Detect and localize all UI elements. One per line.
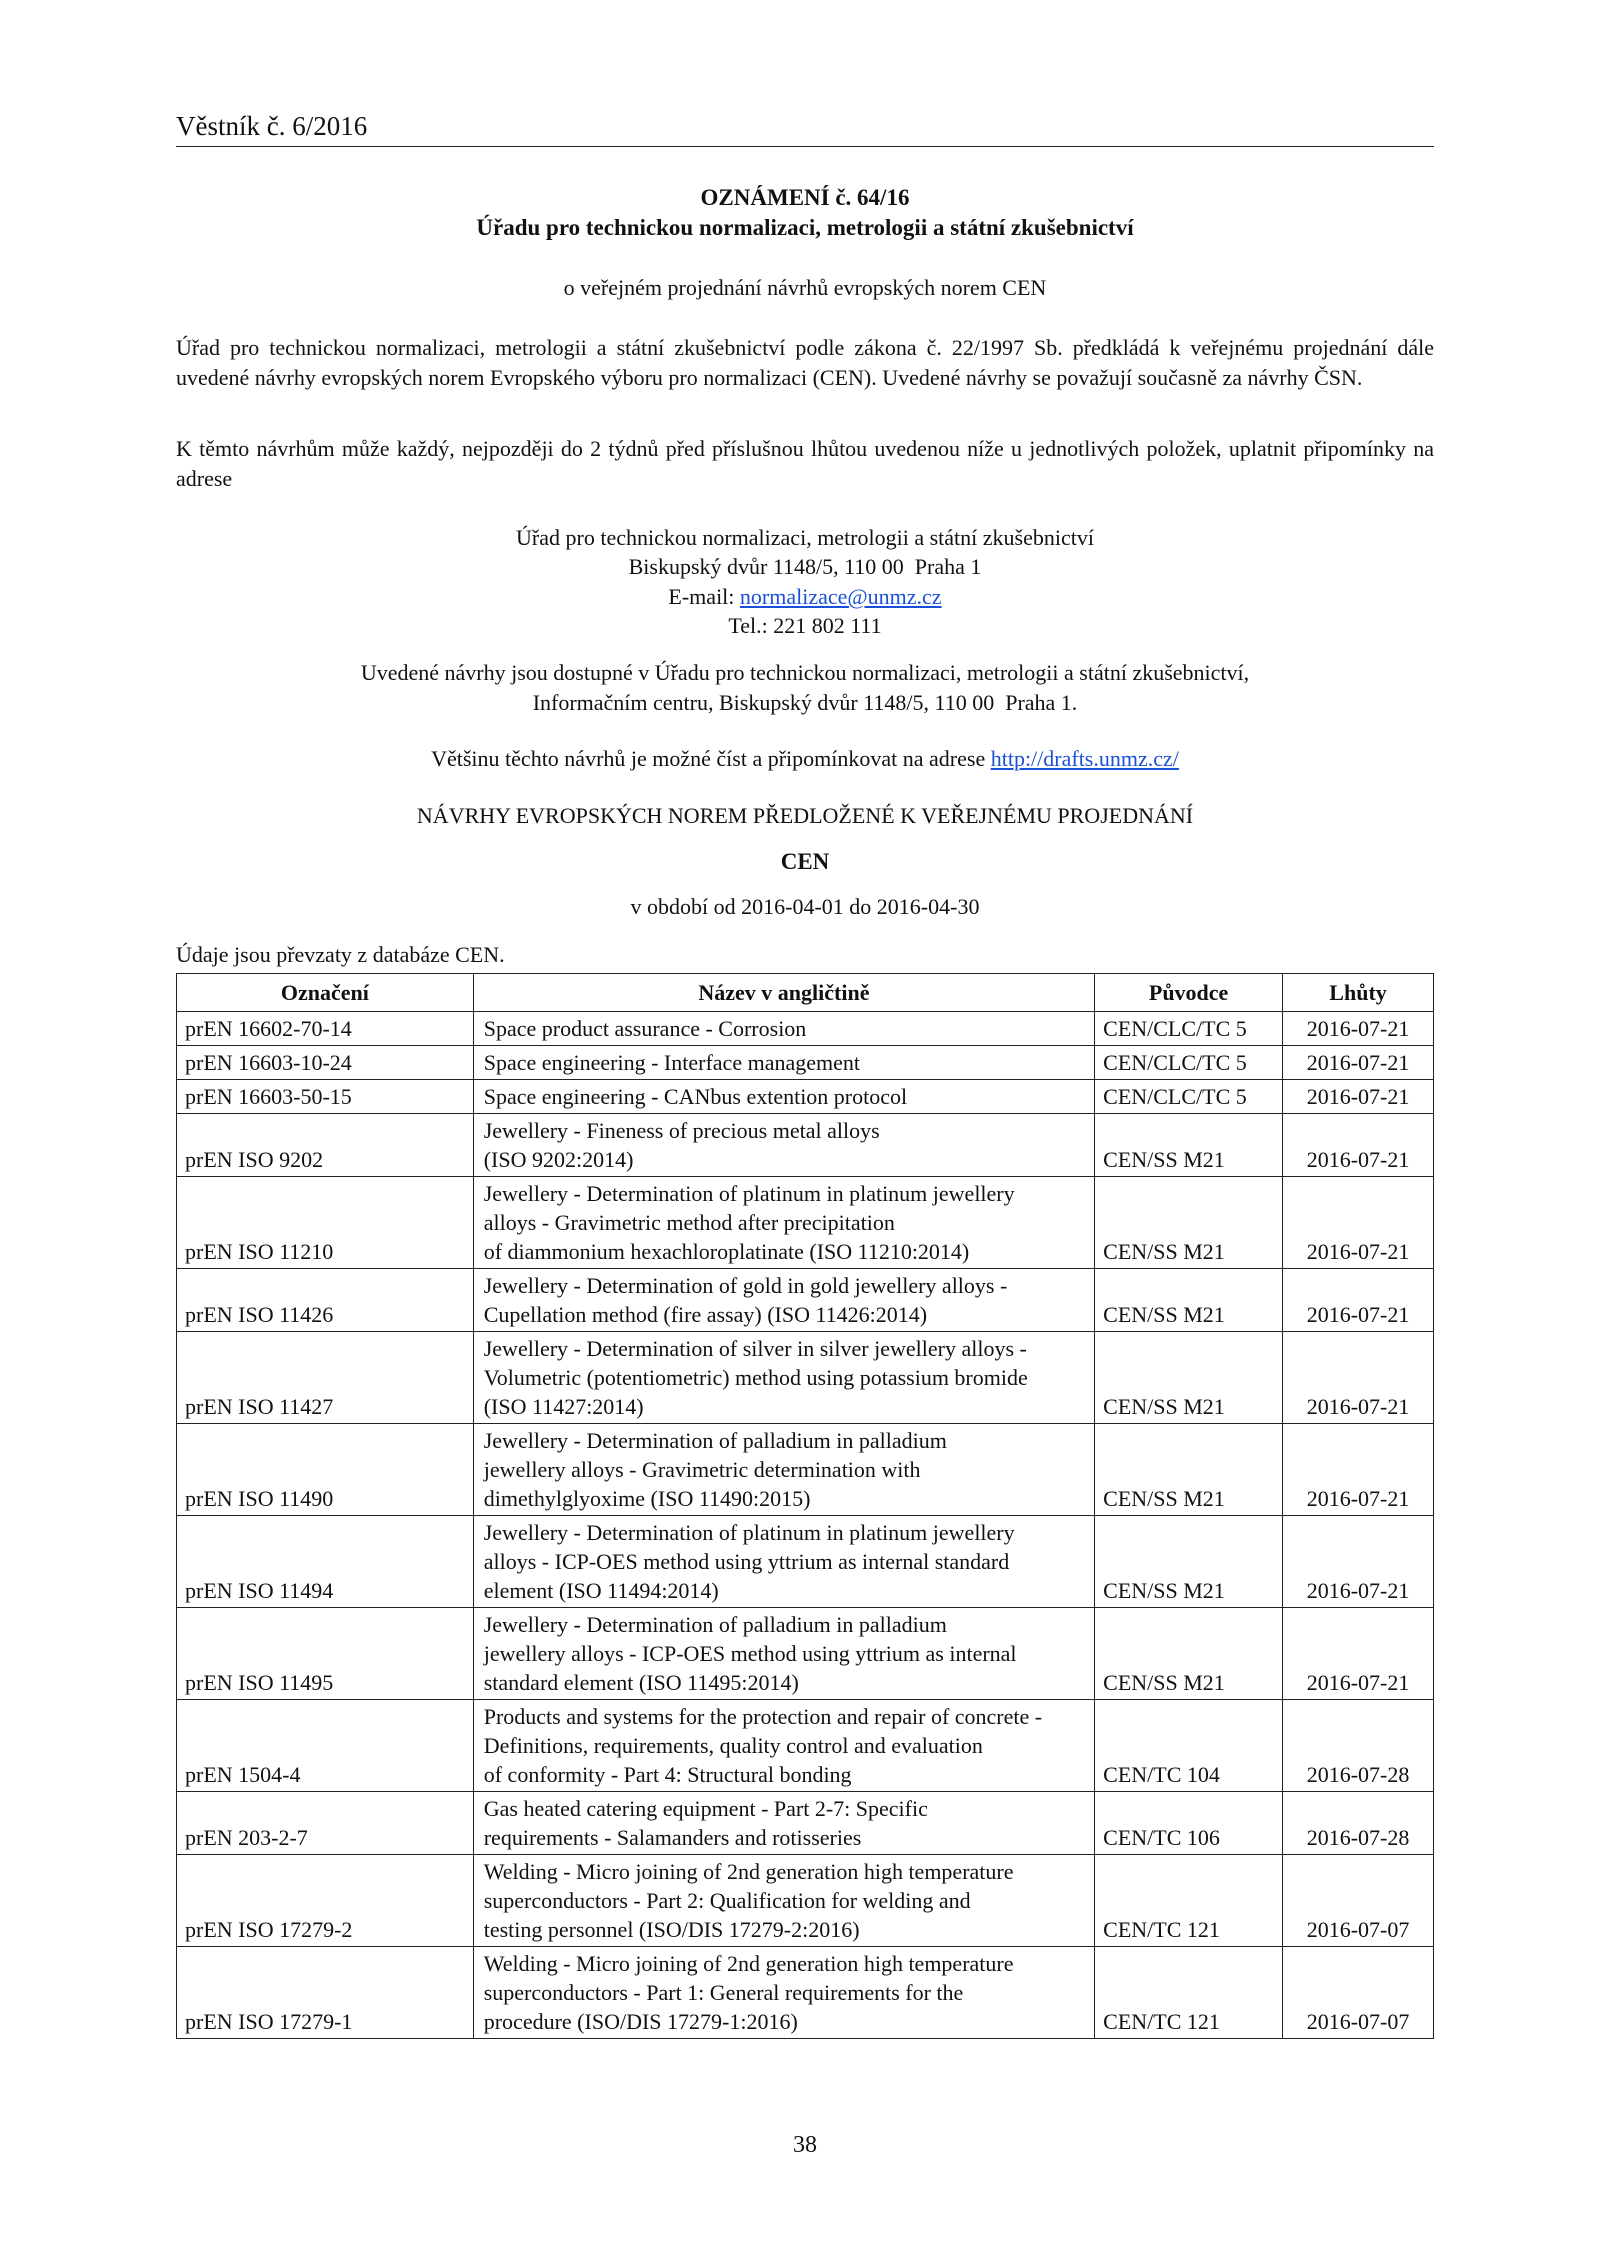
table-body <box>177 1012 1434 2039</box>
cell-name-line: Jewellery - Determination of silver in silver jewellery alloys - <box>483 1336 1027 1361</box>
section-title: NÁVRHY EVROPSKÝCH NOREM PŘEDLOŽENÉ K VEŘEJNÉMU PROJEDNÁNÍ <box>416 803 1194 828</box>
org-code: CEN <box>780 849 830 874</box>
table-row <box>177 1608 1434 1700</box>
email-label: E-mail: <box>668 584 740 609</box>
notice-title: OZNÁMENÍ č. 64/16 <box>700 185 910 210</box>
cell-deadline: 2016-07-28 <box>1283 1792 1434 1855</box>
page-header <box>176 108 1434 147</box>
cell-deadline: 2016-07-21 <box>1283 1332 1434 1424</box>
table-row <box>177 1855 1434 1947</box>
cell-deadline: 2016-07-07 <box>1283 1947 1434 2039</box>
comments-paragraph: K těmto návrhům může každý, nejpozději do 2 týdnů před příslušnou lhůtou uvedenou níže u jednotlivých položek, uplatnit připomínky na adrese <box>176 436 1434 491</box>
cell-id: prEN ISO 11494 <box>177 1516 474 1608</box>
cell-origin: CEN/SS M21 <box>1095 1177 1283 1269</box>
cell-name <box>473 1114 1094 1177</box>
column-header-origin: Původce <box>1095 974 1283 1012</box>
cell-id: prEN 203-2-7 <box>177 1792 474 1855</box>
cell-deadline: 2016-07-21 <box>1283 1177 1434 1269</box>
cell-name <box>473 1947 1094 2039</box>
table-row <box>177 1424 1434 1516</box>
cell-deadline: 2016-07-21 <box>1283 1516 1434 1608</box>
cell-name-line: testing personnel (ISO/DIS 17279-2:2016) <box>483 1917 860 1942</box>
column-header-name: Název v angličtině <box>473 974 1094 1012</box>
cell-deadline: 2016-07-07 <box>1283 1855 1434 1947</box>
table-row <box>177 1080 1434 1114</box>
cell-id: prEN 16603-10-24 <box>177 1046 474 1080</box>
cell-name-line: Welding - Micro joining of 2nd generation high temperature <box>483 1859 1014 1884</box>
cell-name <box>473 1177 1094 1269</box>
cell-name-line: (ISO 9202:2014) <box>483 1147 634 1172</box>
table-row <box>177 1269 1434 1332</box>
cell-name <box>473 1269 1094 1332</box>
cell-name-line: alloys - Gravimetric method after precipitation <box>483 1210 895 1235</box>
cell-deadline: 2016-07-28 <box>1283 1700 1434 1792</box>
cell-name <box>473 1855 1094 1947</box>
cell-name-line: dimethylglyoxime (ISO 11490:2015) <box>483 1486 811 1511</box>
cell-name-line: of diammonium hexachloroplatinate (ISO 11210:2014) <box>483 1239 970 1264</box>
cell-name-line: requirements - Salamanders and rotisseries <box>483 1825 862 1850</box>
address-tel: Tel.: 221 802 111 <box>728 613 882 638</box>
cell-name-line: Jewellery - Fineness of precious metal alloys <box>483 1118 880 1143</box>
cell-id: prEN 16603-50-15 <box>177 1080 474 1114</box>
cell-origin: CEN/SS M21 <box>1095 1269 1283 1332</box>
table-row <box>177 1046 1434 1080</box>
issue-label: Věstník č. 6/2016 <box>176 111 368 141</box>
cell-deadline: 2016-07-21 <box>1283 1080 1434 1114</box>
cell-name-line: Jewellery - Determination of palladium in palladium <box>483 1612 947 1637</box>
cell-name-line: Volumetric (potentiometric) method using potassium bromide <box>483 1365 1028 1390</box>
cell-name-line: Gas heated catering equipment - Part 2-7: Specific <box>483 1796 928 1821</box>
cell-name <box>473 1424 1094 1516</box>
cell-origin: CEN/SS M21 <box>1095 1332 1283 1424</box>
cell-deadline: 2016-07-21 <box>1283 1608 1434 1700</box>
cell-name-line: standard element (ISO 11495:2014) <box>483 1670 799 1695</box>
page-number: 38 <box>793 2132 817 2158</box>
cell-id: prEN ISO 11426 <box>177 1269 474 1332</box>
cell-name-line: jewellery alloys - Gravimetric determination with <box>483 1457 921 1482</box>
address-email-line <box>176 584 1434 610</box>
cell-deadline: 2016-07-21 <box>1283 1114 1434 1177</box>
cell-name-line: Space engineering - CANbus extention protocol <box>483 1084 908 1109</box>
cell-deadline: 2016-07-21 <box>1283 1424 1434 1516</box>
cell-name-line: Jewellery - Determination of platinum in platinum jewellery <box>483 1520 1015 1545</box>
cell-id: prEN ISO 11210 <box>177 1177 474 1269</box>
cell-name-line: Jewellery - Determination of platinum in platinum jewellery <box>483 1181 1015 1206</box>
cell-name <box>473 1516 1094 1608</box>
cell-origin: CEN/SS M21 <box>1095 1114 1283 1177</box>
online-label: Většinu těchto návrhů je možné číst a připomínkovat na adrese <box>431 746 991 771</box>
cell-name-line: Jewellery - Determination of gold in gold jewellery alloys - <box>483 1273 1008 1298</box>
cell-name-line: element (ISO 11494:2014) <box>483 1578 719 1603</box>
cell-name-line: superconductors - Part 2: Qualification for welding and <box>483 1888 971 1913</box>
address-street: Biskupský dvůr 1148/5, 110 00 Praha 1 <box>628 554 982 579</box>
address-org: Úřad pro technickou normalizaci, metrologii a státní zkušebnictví <box>516 525 1094 550</box>
column-header-id: Označení <box>177 974 474 1012</box>
cell-name-line: Space engineering - Interface management <box>483 1050 860 1075</box>
cell-id: prEN ISO 11490 <box>177 1424 474 1516</box>
cell-name-line: (ISO 11427:2014) <box>483 1394 644 1419</box>
cell-name-line: Cupellation method (fire assay) (ISO 11426:2014) <box>483 1302 928 1327</box>
notice-subtitle: Úřadu pro technickou normalizaci, metrologii a státní zkušebnictví <box>476 215 1134 240</box>
notice-subject: o veřejném projednání návrhů evropských norem CEN <box>563 275 1047 300</box>
cell-origin: CEN/SS M21 <box>1095 1424 1283 1516</box>
cell-name-line: of conformity - Part 4: Structural bonding <box>483 1762 852 1787</box>
cell-name-line: Definitions, requirements, quality control and evaluation <box>483 1733 983 1758</box>
cell-origin: CEN/SS M21 <box>1095 1516 1283 1608</box>
cell-origin: CEN/TC 106 <box>1095 1792 1283 1855</box>
cell-id: prEN ISO 9202 <box>177 1114 474 1177</box>
cell-origin: CEN/TC 104 <box>1095 1700 1283 1792</box>
cell-name-line: superconductors - Part 1: General requirements for the <box>483 1980 964 2005</box>
table-row <box>177 1177 1434 1269</box>
table-row <box>177 1700 1434 1792</box>
email-link[interactable]: normalizace@unmz.cz <box>739 584 942 609</box>
table-row <box>177 1947 1434 2039</box>
cell-id: prEN 16602-70-14 <box>177 1012 474 1046</box>
cell-name <box>473 1332 1094 1424</box>
source-note: Údaje jsou převzaty z databáze CEN. <box>176 942 505 967</box>
period: v období od 2016-04-01 do 2016-04-30 <box>630 894 980 919</box>
cell-id: prEN ISO 17279-2 <box>177 1855 474 1947</box>
intro-paragraph: Úřad pro technickou normalizaci, metrologii a státní zkušebnictví podle zákona č. 22/1997 Sb. předkládá k veřejnému projednání dále uvedené návrhy evropských norem Evropského výboru pro normalizaci (CEN). Uvedené návrhy se považují současně za návrhy ČSN. <box>176 335 1434 390</box>
table-row <box>177 1792 1434 1855</box>
table-row <box>177 1516 1434 1608</box>
cell-id: prEN ISO 11427 <box>177 1332 474 1424</box>
cell-origin: CEN/SS M21 <box>1095 1608 1283 1700</box>
cell-name <box>473 1080 1094 1114</box>
cell-name-line: jewellery alloys - ICP-OES method using yttrium as internal <box>483 1641 1017 1666</box>
availability-line-2: Informačním centru, Biskupský dvůr 1148/5, 110 00 Praha 1. <box>532 690 1078 715</box>
cell-name <box>473 1608 1094 1700</box>
cell-origin: CEN/TC 121 <box>1095 1947 1283 2039</box>
cell-origin: CEN/TC 121 <box>1095 1855 1283 1947</box>
cell-name <box>473 1046 1094 1080</box>
cell-name-line: procedure (ISO/DIS 17279-1:2016) <box>483 2009 798 2034</box>
cell-origin: CEN/CLC/TC 5 <box>1095 1012 1283 1046</box>
cell-name-line: alloys - ICP-OES method using yttrium as internal standard <box>483 1549 1010 1574</box>
cell-deadline: 2016-07-21 <box>1283 1046 1434 1080</box>
cell-id: prEN ISO 17279-1 <box>177 1947 474 2039</box>
cell-name <box>473 1792 1094 1855</box>
cell-name <box>473 1012 1094 1046</box>
online-line <box>176 746 1434 772</box>
column-header-deadline: Lhůty <box>1283 974 1434 1012</box>
cell-name-line: Products and systems for the protection and repair of concrete - <box>483 1704 1043 1729</box>
cell-deadline: 2016-07-21 <box>1283 1012 1434 1046</box>
availability-line-1: Uvedené návrhy jsou dostupné v Úřadu pro technickou normalizaci, metrologii a státní zkušebnictví, <box>360 660 1250 685</box>
drafts-link[interactable]: http://drafts.unmz.cz/ <box>990 746 1179 771</box>
cell-deadline: 2016-07-21 <box>1283 1269 1434 1332</box>
cell-name-line: Space product assurance - Corrosion <box>483 1016 807 1041</box>
table-row <box>177 1114 1434 1177</box>
cell-origin: CEN/CLC/TC 5 <box>1095 1080 1283 1114</box>
norms-table <box>176 973 1434 2039</box>
cell-id: prEN ISO 11495 <box>177 1608 474 1700</box>
cell-name-line: Welding - Micro joining of 2nd generation high temperature <box>483 1951 1014 1976</box>
table-row <box>177 1332 1434 1424</box>
cell-origin: CEN/CLC/TC 5 <box>1095 1046 1283 1080</box>
table-row <box>177 1012 1434 1046</box>
table-header-row <box>177 974 1434 1012</box>
cell-id: prEN 1504-4 <box>177 1700 474 1792</box>
cell-name <box>473 1700 1094 1792</box>
cell-name-line: Jewellery - Determination of palladium in palladium <box>483 1428 947 1453</box>
